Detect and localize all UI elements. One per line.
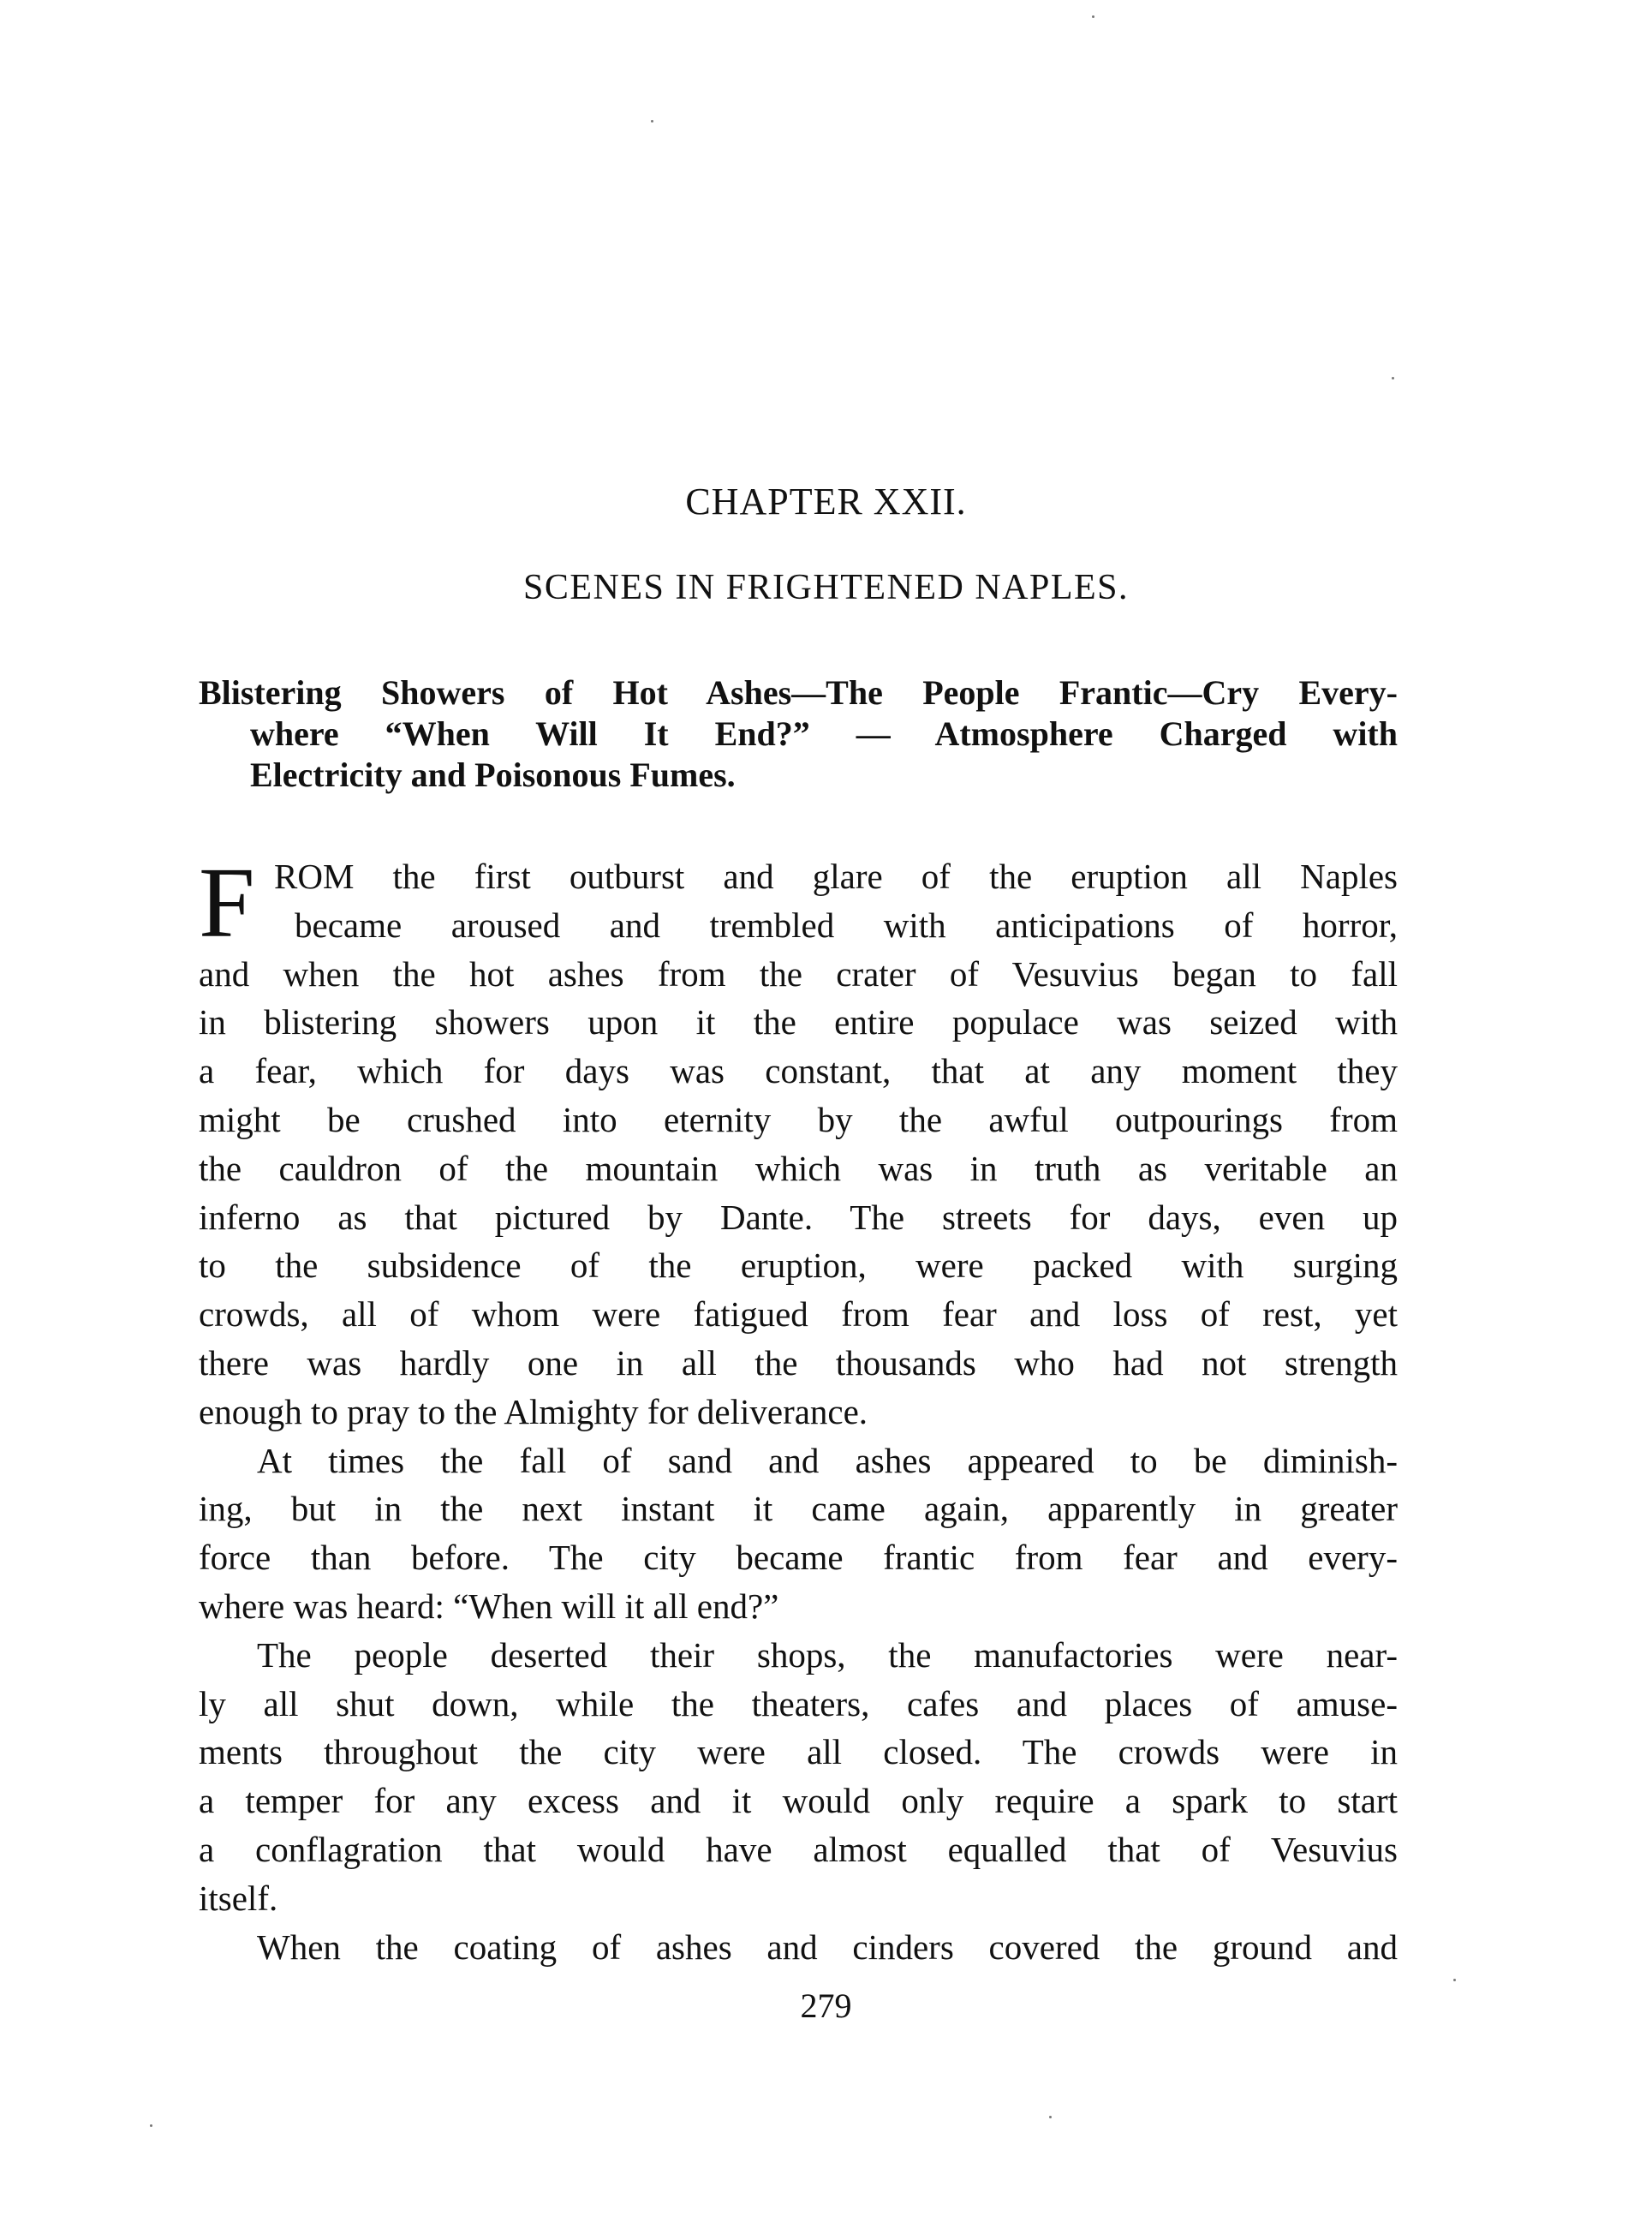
- summary-line: Blistering Showers of Hot Ashes—The People Frantic—Cry Every-: [199, 673, 1398, 712]
- chapter-number: CHAPTER XXII.: [685, 481, 967, 523]
- scan-speck: [1049, 2116, 1052, 2118]
- text-line: a conflagration that would have almost equalled that of Vesuvius: [199, 1829, 1398, 1869]
- scan-speck: [651, 120, 653, 122]
- text-line: ly all shut down, while the theaters, cafes and places of amuse-: [199, 1683, 1398, 1723]
- text-line: When the coating of ashes and cinders covered the ground and: [257, 1926, 1398, 1967]
- text-line: to the subsidence of the eruption, were packed with surging: [199, 1245, 1398, 1286]
- text-line: inferno as that pictured by Dante. The streets for days, even up: [199, 1197, 1398, 1237]
- text-line: where was heard: “When will it all end?”: [199, 1586, 779, 1626]
- text-line: became aroused and trembled with anticipations of horror,: [295, 905, 1398, 945]
- text-line: might be crushed into eternity by the awful outpourings from: [199, 1099, 1398, 1139]
- scan-speck: [1392, 377, 1394, 379]
- text-line: ments throughout the city were all closed. The crowds were in: [199, 1732, 1398, 1772]
- scan-speck: [1092, 15, 1094, 18]
- text-line: there was hardly one in all the thousands who had not strength: [199, 1342, 1398, 1383]
- text-line: a fear, which for days was constant, that at any moment they: [199, 1051, 1398, 1091]
- text-line: enough to pray to the Almighty for deliverance.: [199, 1391, 868, 1431]
- chapter-summary: [199, 672, 1398, 796]
- summary-line: Electricity and Poisonous Fumes.: [250, 756, 736, 794]
- text-line: a temper for any excess and it would only require a spark to start: [199, 1781, 1398, 1821]
- text-line: crowds, all of whom were fatigued from fear and loss of rest, yet: [199, 1294, 1398, 1335]
- scan-speck: [1453, 1979, 1456, 1981]
- text-line: ing, but in the next instant it came again, apparently in greater: [199, 1489, 1398, 1529]
- page-number: 279: [800, 1986, 852, 2025]
- text-line: force than before. The city became frantic from fear and every-: [199, 1538, 1398, 1578]
- text-line: The people deserted their shops, the manufactories were near-: [257, 1634, 1398, 1675]
- summary-line: where “When Will It End?” — Atmosphere Charged with: [250, 714, 1398, 753]
- body-text: [199, 846, 1398, 1971]
- text-line: in blistering showers upon it the entire populace was seized with: [199, 1002, 1398, 1042]
- chapter-title: SCENES IN FRIGHTENED NAPLES.: [522, 568, 1130, 607]
- text-line: the cauldron of the mountain which was in truth as veritable an: [199, 1148, 1398, 1188]
- text-line: itself.: [199, 1878, 278, 1918]
- drop-cap: F: [199, 846, 255, 959]
- text-line: At times the fall of sand and ashes appeared to be diminish-: [257, 1440, 1398, 1480]
- text-line: ROM the first outburst and glare of the eruption all Naples: [274, 857, 1398, 896]
- text-line: and when the hot ashes from the crater of Vesuvius began to fall: [199, 953, 1398, 994]
- scan-speck: [150, 2124, 152, 2127]
